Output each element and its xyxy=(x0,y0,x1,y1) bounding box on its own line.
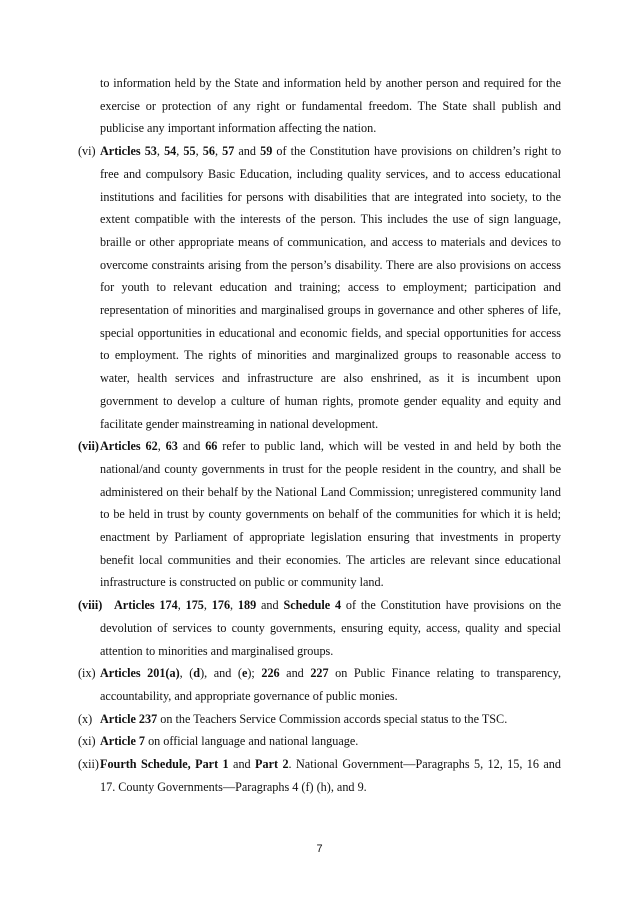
item-number: (vii) xyxy=(78,439,99,454)
list-item-xii: (xii) Fourth Schedule, Part 1 and Part 2. National Government—Paragraphs 5, 12, 15, 16 and 17. County Governments—Paragraphs 4 (f) (h), and 9. xyxy=(78,753,561,798)
list-item-ix: (ix) Articles 201(a), (d), and (e); 226 and 227 on Public Finance relating to transparency, accountability, and appropriate governance of public monies. xyxy=(78,662,561,707)
item-number: (xi) xyxy=(78,734,96,749)
continuation-paragraph: to information held by the State and information held by another person and required for the exercise or protection of any right or fundamental freedom. The State shall publish and publicise any important information affecting the nation. xyxy=(100,76,561,136)
list-item-x: (x) Article 237 on the Teachers Service Commission accords special status to the TSC. xyxy=(78,708,561,731)
list-item-vi: (vi) Articles 53, 54, 55, 56, 57 and 59 of the Constitution have provisions on children’s right to free and compulsory Basic Education, including quality services, and to access educational institutions and facilities for persons with disabilities that are integrated into society, to the extent compatible with the interests of the person. This includes the use of sign language, braille or other appropriate means of communication, and access to materials and devices to overcome constraints arising from the person’s disability. There are also provisions on access for youth to relevant education and training; access to employment; participation and representation of minorities and marginalised groups in governance and other spheres of life, special opportunities in educational and economic fields, and special opportunities for access to employment. The rights of minorities and marginalized groups to reasonable access to water, health services and infrastructure are also enshrined, as it is incumbent upon government to develop a culture of human rights, promote gender equality and equity and facilitate gender mainstreaming in national development. xyxy=(78,140,561,435)
item-number: (viii) xyxy=(78,598,103,613)
list-item-vii: (vii) Articles 62, 63 and 66 refer to public land, which will be vested in and held by both the national/and county governments in trust for the people resident in the country, and shall be administered on their behalf by the National Land Commission; unregistered community land to be held in trust by county governments on behalf of the communities for which it is held; enactment by Parliament of appropriate legislation ensuring that investments in property benefit local communities and their economies. The articles are relevant since educational infrastructure is constructed on public or community land. xyxy=(78,435,561,594)
item-number: (vi) xyxy=(78,144,96,159)
item-number: (xii) xyxy=(78,757,99,772)
item-number: (ix) xyxy=(78,666,96,681)
page-content xyxy=(78,72,561,799)
list-item-viii: (viii) Articles 174, 175, 176, 189 and Schedule 4 of the Constitution have provisions on the devolution of services to county governments, ensuring equity, access, quality and special attention to minorities and marginalised groups. xyxy=(78,594,561,662)
item-number: (x) xyxy=(78,711,93,726)
page-number: 7 xyxy=(316,843,323,855)
list-item-xi: (xi) Article 7 on official language and national language. xyxy=(78,730,561,753)
